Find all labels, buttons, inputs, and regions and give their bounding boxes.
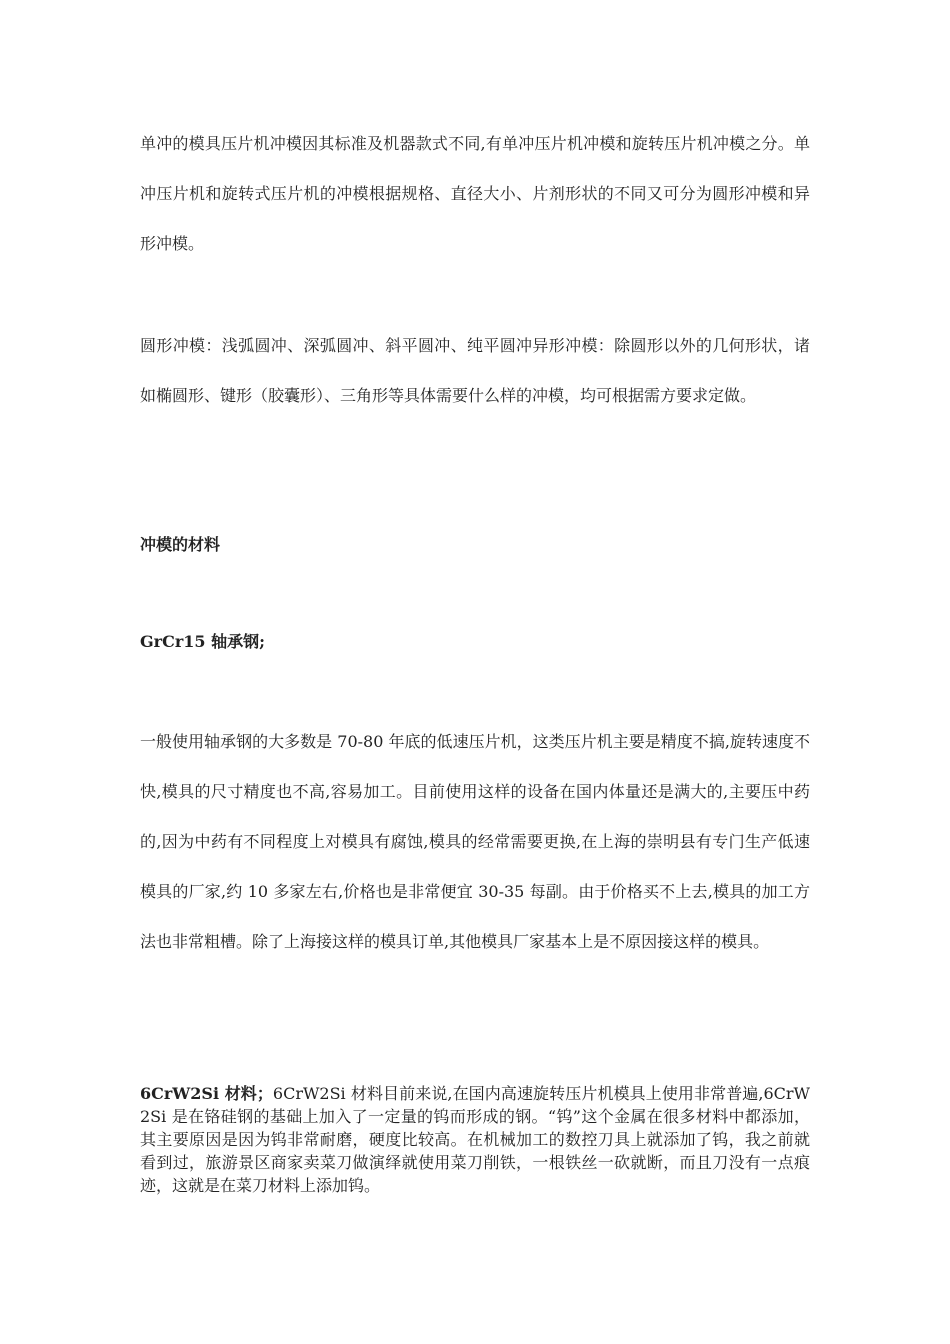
paragraph-die-types: 单冲的模具压片机冲模因其标准及机器款式不同,有单冲压片机冲模和旋转压片机冲模之分。单冲压片机和旋转式压片机的冲模根据规格、直径大小、片剂形状的不同又可分为圆形冲模和异形冲模。 [140, 134, 810, 253]
paragraph-6crw2si [140, 1082, 810, 1197]
paragraph-6crw2si-body: 6CrW2Si 材料目前来说,在国内高速旋转压片机模具上使用非常普遍,6CrW2Si 是在铬硅钢的基础上加入了一定量的钨而形成的钢。“钨”这个金属在很多材料中都添加，其主要原因是因为钨非常耐磨，硬度比较高。在机械加工的数控刀具上就添加了钨，我之前就看到过，旅游景区商家卖菜刀做演绎就使用菜刀削铁，一根铁丝一砍就断，而且刀没有一点痕迹，这就是在菜刀材料上添加钨。 [140, 1084, 810, 1195]
paragraph-6crw2si-lead: 6CrW2Si 材料； [140, 1084, 273, 1103]
heading-die-materials: 冲模的材料 [140, 535, 221, 554]
paragraph-bearing-steel: 一般使用轴承钢的大多数是 70-80 年底的低速压片机，这类压片机主要是精度不搞,旋转速度不快,模具的尺寸精度也不高,容易加工。目前使用这样的设备在国内体量还是满大的,主要压中药的,因为中药有不同程度上对模具有腐蚀,模具的经常需要更换,在上海的崇明县有专门生产低速模具的厂家,约 10 多家左右,价格也是非常便宜 30-35 每副。由于价格买不上去,模具的加工方法也非常粗槽。除了上海接这样的模具订单,其他模具厂家基本上是不原因接这样的模具。 [140, 732, 810, 951]
heading-bearing-steel: GrCr15 轴承钢; [140, 632, 266, 651]
paragraph-die-shapes: 圆形冲模：浅弧圆冲、深弧圆冲、斜平圆冲、纯平圆冲异形冲模：除圆形以外的几何形状，诸如椭圆形、键形（胶囊形）、三角形等具体需要什么样的冲模，均可根据需方要求定做。 [140, 336, 810, 405]
